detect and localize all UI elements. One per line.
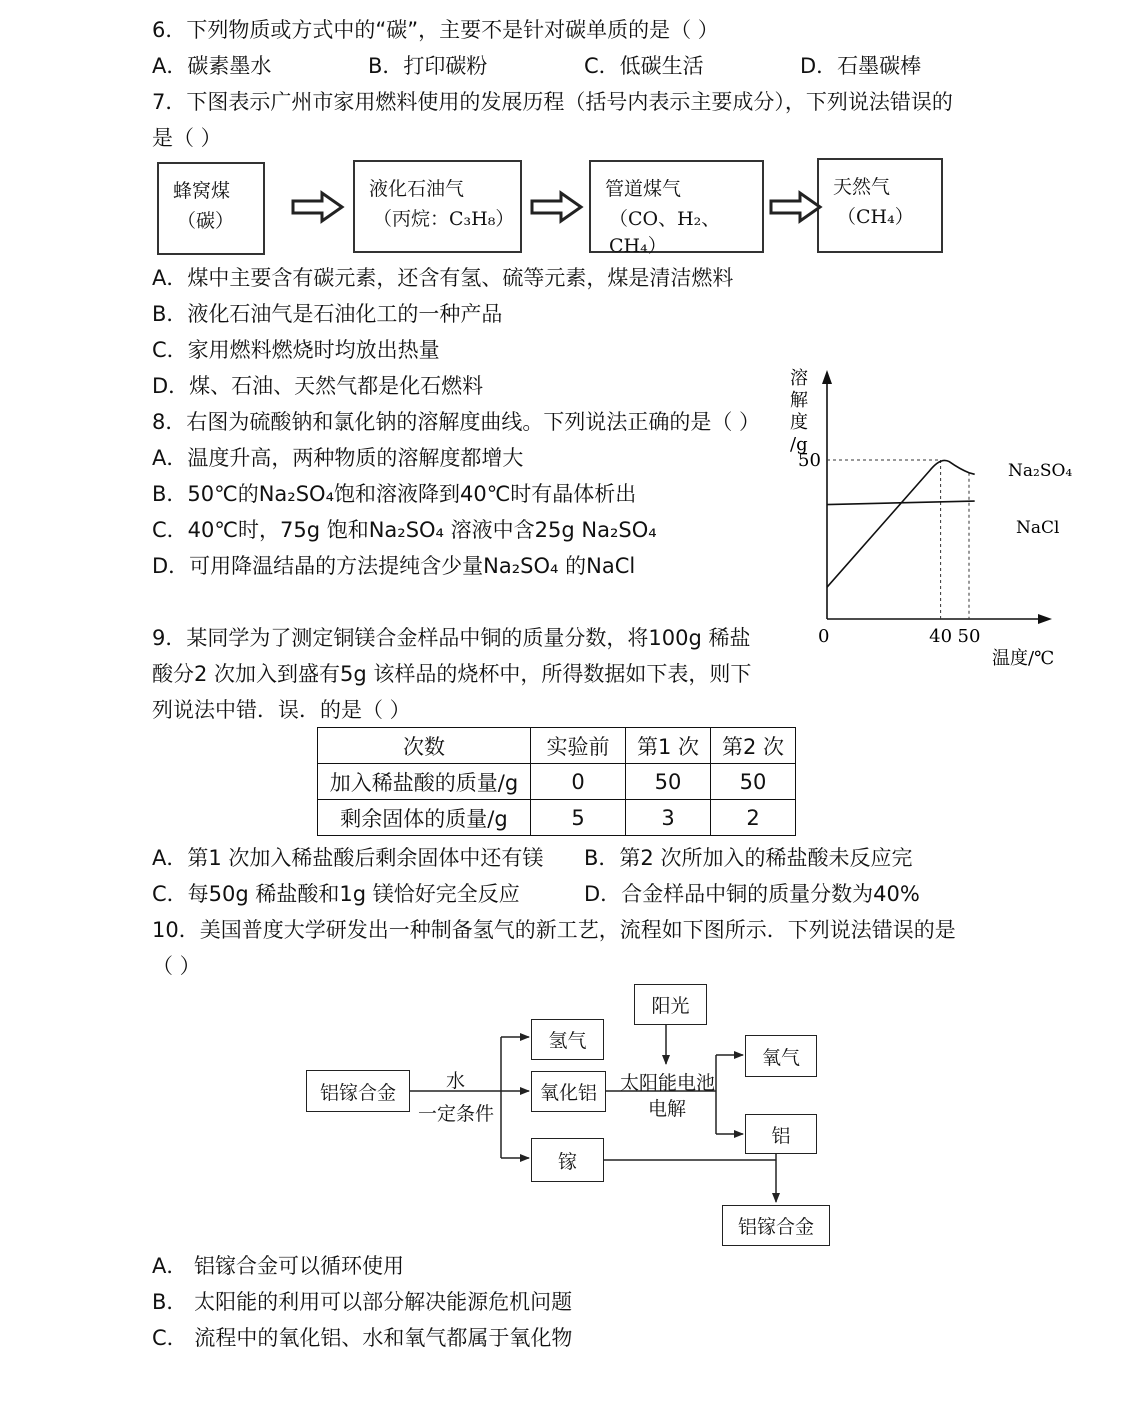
fuel-name: 天然气 xyxy=(833,176,891,198)
q8-stem: 8．右图为硫酸钠和氯化钠的溶解度曲线。下列说法正确的是（ ） xyxy=(152,410,761,434)
table-header-cell: 次数 xyxy=(318,728,531,764)
q6-stem: 6．下列物质或方式中的“碳”，主要不是针对碳单质的是（ ） xyxy=(152,18,719,42)
q6-option-a: A．碳素墨水 xyxy=(152,54,272,78)
q7-option-a: A．煤中主要含有碳元素，还含有氢、硫等元素，煤是清洁燃料 xyxy=(152,266,734,290)
flow-box-gallium: 镓 xyxy=(531,1138,604,1182)
q8-option-d: D．可用降温结晶的方法提纯含少量Na₂SO₄ 的NaCl xyxy=(152,554,636,578)
fuel-name: 蜂窝煤 xyxy=(173,180,231,202)
q10-option-a: A． 铝镓合金可以循环使用 xyxy=(152,1254,405,1278)
q9-stem-line1: 9．某同学为了测定铜镁合金样品中铜的质量分数，将100g 稀盐 xyxy=(152,626,751,650)
y-tick-label: 50 xyxy=(798,450,821,471)
flow-label-electrolysis: 电解 xyxy=(648,1098,687,1120)
flow-box-oxygen: 氧气 xyxy=(745,1035,817,1077)
q6-option-b: B．打印碳粉 xyxy=(368,54,488,78)
table-cell: 3 xyxy=(626,800,711,836)
x-tick-label: 50 xyxy=(957,626,981,647)
table-cell: 剩余固体的质量/g xyxy=(318,800,531,836)
table-header-cell: 第2 次 xyxy=(711,728,796,764)
q9-stem-line3: 列说法中错．误．的是（ ） xyxy=(152,698,411,722)
q7-option-b: B．液化石油气是石油化工的一种产品 xyxy=(152,302,503,326)
table-header-cell: 实验前 xyxy=(531,728,626,764)
table-cell: 50 xyxy=(626,764,711,800)
q9-option-a: A．第1 次加入稀盐酸后剩余固体中还有镁 xyxy=(152,846,544,870)
q7-option-c: C．家用燃料燃烧时均放出热量 xyxy=(152,338,440,362)
flow-label-condition: 一定条件 xyxy=(418,1103,495,1125)
q10-stem-line2: （ ） xyxy=(152,954,201,978)
q9-option-b: B．第2 次所加入的稀盐酸未反应完 xyxy=(584,846,913,870)
y-axis-label-char: 度 xyxy=(790,412,808,433)
fuel-name: 管道煤气 xyxy=(605,178,682,200)
q10-stem-line1: 10．美国普度大学研发出一种制备氢气的新工艺，流程如下图所示．下列说法错误的是 xyxy=(152,918,956,942)
fuel-composition: （丙烷：C₃H₈） xyxy=(373,208,515,230)
origin-label: 0 xyxy=(818,626,830,647)
q10-option-c: C． 流程中的氧化铝、水和氧气都属于氧化物 xyxy=(152,1326,573,1350)
table-cell: 50 xyxy=(711,764,796,800)
y-axis-label-char: 溶 xyxy=(790,368,808,389)
flow-box-alloy-input: 铝镓合金 xyxy=(306,1070,410,1112)
y-axis-label-char: 解 xyxy=(790,390,808,411)
table-cell: 2 xyxy=(711,800,796,836)
fuel-composition: （碳） xyxy=(177,210,235,232)
q10-option-b: B． 太阳能的利用可以部分解决能源危机问题 xyxy=(152,1290,573,1314)
legend-na2so4: Na₂SO₄ xyxy=(1008,461,1073,481)
table-cell: 5 xyxy=(531,800,626,836)
x-axis-label: 温度/℃ xyxy=(992,648,1055,669)
q8-option-a: A．温度升高，两种物质的溶解度都增大 xyxy=(152,446,524,470)
y-axis-label-char: /g xyxy=(790,434,808,455)
flow-label-solar-cell: 太阳能电池 xyxy=(620,1072,716,1094)
q9-option-d: D．合金样品中铜的质量分数为40% xyxy=(584,882,920,906)
flow-label-water: 水 xyxy=(446,1070,466,1092)
q9-option-c: C．每50g 稀盐酸和1g 镁恰好完全反应 xyxy=(152,882,520,906)
flow-box-sunlight: 阳光 xyxy=(634,984,707,1025)
flow-box-alumina: 氧化铝 xyxy=(531,1071,606,1112)
flow-box-alloy-output: 铝镓合金 xyxy=(722,1205,830,1246)
flow-box-aluminum: 铝 xyxy=(745,1114,817,1154)
x-tick-label: 40 xyxy=(929,626,953,647)
table-cell: 加入稀盐酸的质量/g xyxy=(318,764,531,800)
q9-stem-line2: 酸分2 次加入到盛有5g 该样品的烧杯中，所得数据如下表，则下 xyxy=(152,662,752,686)
q7-stem-line1: 7．下图表示广州市家用燃料使用的发展历程（括号内表示主要成分），下列说法错误的 xyxy=(152,90,953,114)
fuel-composition: （CH₄） xyxy=(837,206,914,228)
fuel-name: 液化石油气 xyxy=(369,178,465,200)
table-header-cell: 第1 次 xyxy=(626,728,711,764)
legend-nacl: NaCl xyxy=(1016,518,1060,538)
fuel-composition: （CO、H₂、CH₄） xyxy=(609,208,721,257)
q7-option-d: D．煤、石油、天然气都是化石燃料 xyxy=(152,374,484,398)
q8-option-c: C．40℃时，75g 饱和Na₂SO₄ 溶液中含25g Na₂SO₄ xyxy=(152,518,657,542)
flow-box-hydrogen: 氢气 xyxy=(531,1019,604,1060)
q6-option-d: D．石墨碳棒 xyxy=(800,54,922,78)
table-cell: 0 xyxy=(531,764,626,800)
q7-stem-line2: 是（ ） xyxy=(152,126,222,150)
q8-option-b: B．50℃的Na₂SO₄饱和溶液降到40℃时有晶体析出 xyxy=(152,482,637,506)
q6-option-c: C．低碳生活 xyxy=(584,54,704,78)
